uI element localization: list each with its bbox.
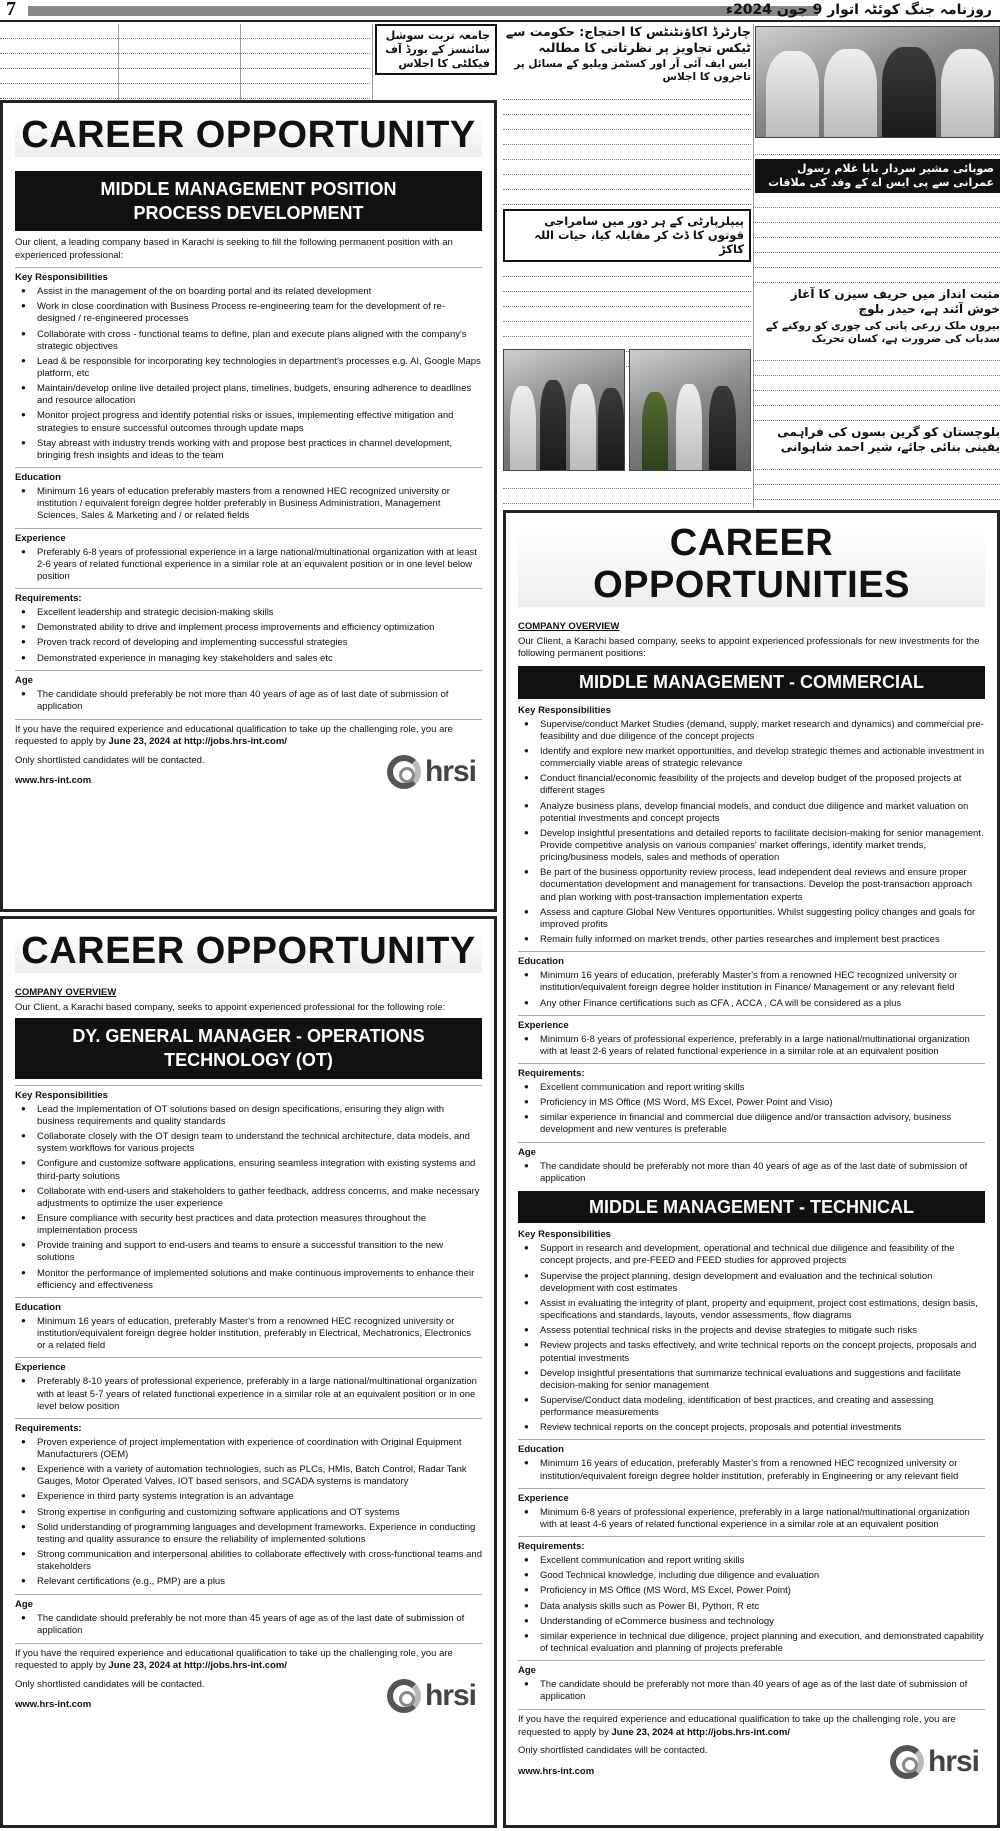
section-heading: Education bbox=[15, 467, 482, 483]
list-item: ● Supervise/conduct Market Studies (demand, supply, market research and dynamics) and commercial pre-feasibility and due diligence of the concept projects bbox=[518, 719, 985, 743]
section-heading: Age bbox=[15, 670, 482, 686]
hrsi-logo: hrsi bbox=[387, 755, 476, 789]
shortlisted-note: Only shortlisted candidates will be contacted. bbox=[15, 754, 205, 766]
list bbox=[15, 689, 482, 713]
list-item: ● Configure and customize software applications, ensuring seamless integration with existing systems and third-party solutions bbox=[15, 1158, 482, 1182]
page-number: 7 bbox=[6, 0, 16, 20]
list-item: ● The candidate should preferably be not more than 45 years of age as of the last date of submission of application bbox=[15, 1613, 482, 1637]
position-title-technical: MIDDLE MANAGEMENT - TECHNICAL bbox=[518, 1191, 985, 1223]
list bbox=[15, 547, 482, 583]
section-heading: Requirements: bbox=[518, 1536, 985, 1552]
company-overview-heading: COMPANY OVERVIEW bbox=[518, 620, 620, 632]
list bbox=[518, 1555, 985, 1655]
ad-big-title: CAREER OPPORTUNITY bbox=[15, 115, 482, 157]
ad-career-opportunities bbox=[503, 510, 1000, 1828]
shortlisted-note: Only shortlisted candidates will be contacted. bbox=[15, 1678, 205, 1690]
list-item: ● Strong communication and interpersonal abilities to collaborate effectively with cross-functional teams and stakeholders bbox=[15, 1549, 482, 1573]
list-item: ● Preferably 6-8 years of professional experience in a large national/multinational organization with at least 2-6 years of related functional experience in a similar role at an equivalent position or in one level below position bbox=[15, 547, 482, 583]
list-item: ● Minimum 16 years of education, preferably Master's from a renowned HEC recognized university or institution/equivalent foreign degree holder institution in Finance/ Management or any relevant field bbox=[518, 970, 985, 994]
apply-deadline-link[interactable]: June 23, 2024 at http://jobs.hrs-int.com/ bbox=[611, 1726, 790, 1738]
news-photo-caption bbox=[755, 144, 1000, 155]
list-item: ● Be part of the business opportunity review process, lead independent deal reviews and ensure proper documentation development and management for transactions. Develop the post-transaction approach and plan working with post-transaction implementation experts bbox=[518, 867, 985, 903]
list-item: ● Stay abreast with industry trends working with and propose best practices in channel development, bringing fresh insights and ideas to the team bbox=[15, 438, 482, 462]
list bbox=[15, 1376, 482, 1412]
section-heading: Key Responsibilities bbox=[518, 704, 611, 716]
section-heading: Key Responsibilities bbox=[15, 267, 482, 283]
list bbox=[518, 970, 985, 1009]
list-item: ● Identify and explore new market opportunities, and develop strategic themes and actionable investment in commercially viable areas of strategic relevance bbox=[518, 746, 985, 770]
section-heading: Experience bbox=[15, 1357, 482, 1373]
list-item: ● Develop insightful presentations and detailed reports to facilitate decision-making for senior management. Provide competitive analysis on various companies' market offerings, identify market trends, pricing/business models, sales and methods of operation bbox=[518, 828, 985, 864]
news-headline-3: صوبائی مشیر سردار بابا غلام رسول عمرانی سے پی ایس اے کے وفد کی ملاقات bbox=[755, 159, 1000, 193]
list bbox=[15, 1104, 482, 1292]
list-item: ● Collaborate with end-users and stakeholders to gather feedback, address concerns, and make necessary adjustments to optimize the user experience bbox=[15, 1186, 482, 1210]
list-item: ● Minimum 16 years of education preferably masters from a renowned HEC recognized university or institution / equivalent foreign degree holder preferably in Business Administration, Management Sciences, Sales & Marketing and / or related fields bbox=[15, 486, 482, 522]
position-title: MIDDLE MANAGEMENT POSITION PROCESS DEVELOPMENT bbox=[15, 171, 482, 232]
list-item: ● similar experience in financial and commercial due diligence and/or transaction advisory, business development and new ventures is preferable bbox=[518, 1112, 985, 1136]
news-body-lines bbox=[0, 28, 370, 100]
list-item: ● Any other Finance certifications such as CFA , ACCA , CA will be considered as a plus bbox=[518, 998, 985, 1010]
list-item: ● Assist in the management of the on boarding portal and its related development bbox=[15, 286, 482, 298]
news-strip-top-left bbox=[0, 24, 497, 100]
apply-text: If you have the required experience and educational qualification to take up the challenging role, you are requested to apply by June 23, 2024 at http://jobs.hrs-int.com/ bbox=[15, 719, 482, 749]
news-headline-1: چارٹرڈ اکاؤنٹنٹس کا احتجاج: حکومت سے ٹیکس تجاویز پر نظرثانی کا مطالبہ bbox=[505, 24, 751, 55]
list bbox=[518, 1082, 985, 1137]
company-overview-heading: COMPANY OVERVIEW bbox=[15, 986, 117, 998]
section-heading: Age bbox=[518, 1660, 985, 1676]
ad-big-title: CAREER OPPORTUNITIES bbox=[518, 523, 985, 607]
section-heading: Experience bbox=[518, 1015, 985, 1031]
news-subheadline-1: ایس ایف آئی آر اور کسٹمز ویلیو کے مسائل پر تاجروں کا اجلاس bbox=[514, 58, 751, 84]
apply-deadline-link[interactable]: June 23, 2024 at http://jobs.hrs-int.com/ bbox=[108, 736, 287, 748]
list-item: ● Data analysis skills such as Power BI, Python, R etc bbox=[518, 1601, 985, 1613]
list bbox=[518, 1507, 985, 1531]
list-item: ● Supervise/Conduct data modeling, identification of best practices, and creating and assessing performance measurements bbox=[518, 1395, 985, 1419]
list bbox=[518, 719, 985, 947]
list-item: ● Maintain/develop online live detailed project plans, timelines, budgets, ensuring adherence to deadlines and resource allocation bbox=[15, 383, 482, 407]
section-heading: Experience bbox=[518, 1488, 985, 1504]
list bbox=[15, 607, 482, 665]
list-item: ● The candidate should be preferably not more than 40 years of age as of the last date of submission of application bbox=[518, 1161, 985, 1185]
hrsi-ring-icon bbox=[387, 755, 421, 789]
ad-operations-technology bbox=[0, 916, 497, 1828]
list-item: ● Preferably 8-10 years of professional experience, preferably in a large national/multinational organization with at least 5-7 years of related functional experience in a similar role at an equivalent position or in one level below position bbox=[15, 1376, 482, 1412]
list-item: ● Lead the implementation of OT solutions based on design specifications, ensuring they align with business requirements and quality standards bbox=[15, 1104, 482, 1128]
list-item: ● Good Technical knowledge, including due diligence and evaluation bbox=[518, 1570, 985, 1582]
list-item: ● Assess and capture Global New Ventures opportunities. Whilst suggesting policy changes and goals for improved profits bbox=[518, 907, 985, 931]
news-body-lines bbox=[503, 89, 751, 205]
apply-text: If you have the required experience and educational qualification to take up the challenging role, you are requested to apply by June 23, 2024 at http://jobs.hrs-int.com/ bbox=[15, 1643, 482, 1673]
list-item: ● Minimum 6-8 years of professional experience, preferably in a large national/multinational organization with at least 4-6 years of related functional experience in a similar role at an equivalent position bbox=[518, 1507, 985, 1531]
list-item: ● Relevant certifications (e.g., PMP) are a plus bbox=[15, 1576, 482, 1588]
section-heading: Age bbox=[518, 1142, 985, 1158]
list-item: ● Monitor project progress and identify potential risks or issues, implementing effective mitigation and strategies to ensure successful outcomes through update maps bbox=[15, 410, 482, 434]
list bbox=[518, 1243, 985, 1434]
news-photo bbox=[503, 349, 625, 471]
list-item: ● Support in research and development, operational and technical due diligence and feasibility of the concept projects, and pre-FEED and FEED studies for approved projects bbox=[518, 1243, 985, 1267]
date-line: روزنامہ جنگ کوئٹہ اتوار 9 جون 2024ء bbox=[725, 2, 992, 18]
section-heading: Education bbox=[518, 951, 985, 967]
list-item: ● Remain fully informed on market trends, other parties researches and implement best practices bbox=[518, 934, 985, 946]
intro-text: Our client, a leading company based in Karachi is seeking to fill the following permanent position with an experienced professional: bbox=[15, 237, 453, 261]
list bbox=[15, 1316, 482, 1352]
intro-text: Our Client, a Karachi based company, seeks to appoint experienced professionals for new investments for the following permanent positions: bbox=[518, 635, 980, 659]
list-item: ● Review projects and tasks effectively, and write technical reports on the concept projects, proposals and potential investments bbox=[518, 1340, 985, 1364]
list-item: ● Minimum 16 years of education, preferably Master's from a renowned HEC recognized university or institution/equivalent foreign degree holder institution, preferably in Electrical, Mechatronics, Electronics or a related field bbox=[15, 1316, 482, 1352]
list-item: ● The candidate should be preferably not more than 40 years of age as of the last date of submission of application bbox=[518, 1679, 985, 1703]
masthead bbox=[0, 0, 1000, 22]
section-heading: Experience bbox=[15, 528, 482, 544]
list-item: ● Experience with a variety of automation technologies, such as PLCs, HMIs, Batch Control, Radar Tank Gauges, Motor Operated Valves, IOT based sensors, and SCADA systems is mandatory bbox=[15, 1464, 482, 1488]
section-heading: Age bbox=[15, 1594, 482, 1610]
hrsi-logo: hrsi bbox=[890, 1745, 979, 1779]
news-photo bbox=[755, 26, 1000, 138]
news-body-lines bbox=[755, 459, 1000, 508]
hrsi-ring-icon bbox=[890, 1745, 924, 1779]
list-item: ● Proven experience of project implementation with experience of coordination with Original Equipment Manufacturers (OEM) bbox=[15, 1437, 482, 1461]
hrsi-logo: hrsi bbox=[387, 1679, 476, 1713]
news-headline-2: پیپلزپارٹی کے ہر دور میں سامراجی قوتوں کا ڈٹ کر مقابلہ کیا، حیات اللہ کاکڑ bbox=[503, 209, 751, 262]
list-item: ● Analyze business plans, develop financial models, and conduct due diligence and market valuation on potential investments and concept projects bbox=[518, 801, 985, 825]
list-item: ● Assess potential technical risks in the projects and devise strategies to mitigate such risks bbox=[518, 1325, 985, 1337]
news-headline-6: بلوچستان کو گرین بسوں کی فراہمی یقینی بنائی جائے، شیر احمد شاہوانی bbox=[777, 424, 1000, 454]
news-photo bbox=[629, 349, 751, 471]
list-item: ● Excellent leadership and strategic decision-making skills bbox=[15, 607, 482, 619]
news-headline-5: بیرون ملک زرعی پانی کی چوری کو روکنے کے سدباب کی ضرورت ہے، کسان تحریک bbox=[766, 319, 1000, 345]
section-heading: Key Responsibilities bbox=[518, 1229, 611, 1241]
list-item: ● Experience in third party systems integration is an advantage bbox=[15, 1491, 482, 1503]
list-item: ● Review technical reports on the concept projects, proposals and potential investments bbox=[518, 1422, 985, 1434]
section-heading: Education bbox=[518, 1439, 985, 1455]
list-item: ● Minimum 16 years of education, preferably Master's from a renowned HEC recognized university or institution/equivalent foreign degree holder institution, preferably in Engineering or any relevant field bbox=[518, 1458, 985, 1482]
hrsi-ring-icon bbox=[387, 1679, 421, 1713]
list-item: ● Strong expertise in configuring and customizing software applications and OT systems bbox=[15, 1507, 482, 1519]
section-heading: Key Responsibilities bbox=[15, 1085, 482, 1101]
list-item: ● Collaborate closely with the OT design team to understand the technical architecture, data models, and system workflows for various projects bbox=[15, 1131, 482, 1155]
ad-process-development bbox=[0, 100, 497, 912]
news-headline-4: مثبت انداز میں حریف سیزن کا آغاز خوش آئند ہے، حیدر بلوچ bbox=[790, 286, 1000, 316]
website-link[interactable]: www.hrs-int.com bbox=[15, 1698, 92, 1710]
position-title-commercial: MIDDLE MANAGEMENT - COMMERCIAL bbox=[518, 666, 985, 698]
list-item: ● similar experience in technical due diligence, project planning and execution, and demonstrated capability of technical evaluation and planning of projects preferable bbox=[518, 1631, 985, 1655]
list bbox=[15, 486, 482, 522]
news-body-lines bbox=[755, 197, 1000, 283]
list-item: ● Collaborate with cross - functional teams to define, plan and execute plans aligned with the company's strategic objectives bbox=[15, 329, 482, 353]
list-item: ● Excellent communication and report writing skills bbox=[518, 1555, 985, 1567]
news-body-lines bbox=[755, 350, 1000, 421]
list-item: ● Work in close coordination with Business Process re-engineering team for the development of re-designed / re-engineered processes bbox=[15, 301, 482, 325]
news-block-top-right bbox=[503, 24, 1000, 508]
list-item: ● Solid understanding of programming languages and development frameworks. Experience in conducting testing and quality assurance to ensure the reliability of implemented solutions bbox=[15, 1522, 482, 1546]
intro-text: Our Client, a Karachi based company, seeks to appoint experienced professional for the following role: bbox=[15, 1001, 446, 1013]
list-item: ● Minimum 6-8 years of professional experience, preferably in a large national/multinational organization with at least 2-6 years of related functional experience in a similar role at an equivalent position bbox=[518, 1034, 985, 1058]
list bbox=[518, 1679, 985, 1703]
shortlisted-note: Only shortlisted candidates will be contacted. bbox=[518, 1745, 708, 1757]
list bbox=[518, 1161, 985, 1185]
apply-deadline-link[interactable]: June 23, 2024 at http://jobs.hrs-int.com/ bbox=[108, 1660, 287, 1672]
list-item: ● Understanding of eCommerce business and technology bbox=[518, 1616, 985, 1628]
section-heading: Requirements: bbox=[15, 588, 482, 604]
list-item: ● The candidate should preferably be not more than 40 years of age as of last date of submission of application bbox=[15, 689, 482, 713]
list-item: ● Excellent communication and report writing skills bbox=[518, 1082, 985, 1094]
list bbox=[15, 1437, 482, 1589]
news-photo-caption bbox=[503, 478, 751, 508]
list-item: ● Monitor the performance of implemented solutions and make continuous improvements to enhance their efficiency and effectiveness bbox=[15, 1268, 482, 1292]
website-link[interactable]: www.hrs-int.com bbox=[518, 1765, 595, 1777]
list bbox=[15, 1613, 482, 1637]
list bbox=[15, 286, 482, 462]
ad-big-title: CAREER OPPORTUNITY bbox=[15, 931, 482, 973]
list-item: ● Assist in evaluating the integrity of plant, property and equipment, project cost estimations, design basis, specifications and standards, layouts, vendor assessments, flow diagrams bbox=[518, 1298, 985, 1322]
list-item: ● Proven track record of developing and implementing successful strategies bbox=[15, 637, 482, 649]
list-item: ● Develop insightful presentations that summarize technical evaluations and suggestions and facilitate decision-making for senior management bbox=[518, 1368, 985, 1392]
list-item: ● Supervise the project planning, design development and evaluation and the technical solution development with cost estimates bbox=[518, 1271, 985, 1295]
list-item: ● Proficiency in MS Office (MS Word, MS Excel, Power Point and Visio) bbox=[518, 1097, 985, 1109]
news-headline: جامعہ تربت سوشل سائنسز کے بورڈ آف فیکلٹی کا اجلاس bbox=[375, 24, 497, 75]
section-heading: Education bbox=[15, 1297, 482, 1313]
section-heading: Requirements: bbox=[15, 1418, 482, 1434]
apply-text: If you have the required experience and educational qualification to take up the challenging role, you are requested to apply by June 23, 2024 at http://jobs.hrs-int.com/ bbox=[518, 1709, 985, 1739]
position-title: DY. GENERAL MANAGER - OPERATIONS TECHNOLOGY (OT) bbox=[15, 1018, 482, 1079]
list-item: ● Ensure compliance with security best practices and data protection measures throughout the implementation process bbox=[15, 1213, 482, 1237]
list-item: ● Provide training and support to end-users and teams to ensure a successful transition to the new solutions bbox=[15, 1240, 482, 1264]
list-item: ● Proficiency in MS Office (MS Word, MS Excel, Power Point) bbox=[518, 1585, 985, 1597]
list-item: ● Demonstrated experience in managing key stakeholders and sales etc bbox=[15, 653, 482, 665]
website-link[interactable]: www.hrs-int.com bbox=[15, 775, 92, 787]
list bbox=[518, 1458, 985, 1482]
list bbox=[518, 1034, 985, 1058]
list-item: ● Conduct financial/economic feasibility of the projects and develop budget of the proposed projects at different stages bbox=[518, 773, 985, 797]
masthead-bar bbox=[28, 6, 818, 16]
list-item: ● Lead & be responsible for incorporating key technologies in department's processes e.g. AI, Google Maps platform, etc bbox=[15, 356, 482, 380]
section-heading: Requirements: bbox=[518, 1063, 985, 1079]
list-item: ● Demonstrated ability to drive and implement process improvements and efficiency optimization bbox=[15, 622, 482, 634]
